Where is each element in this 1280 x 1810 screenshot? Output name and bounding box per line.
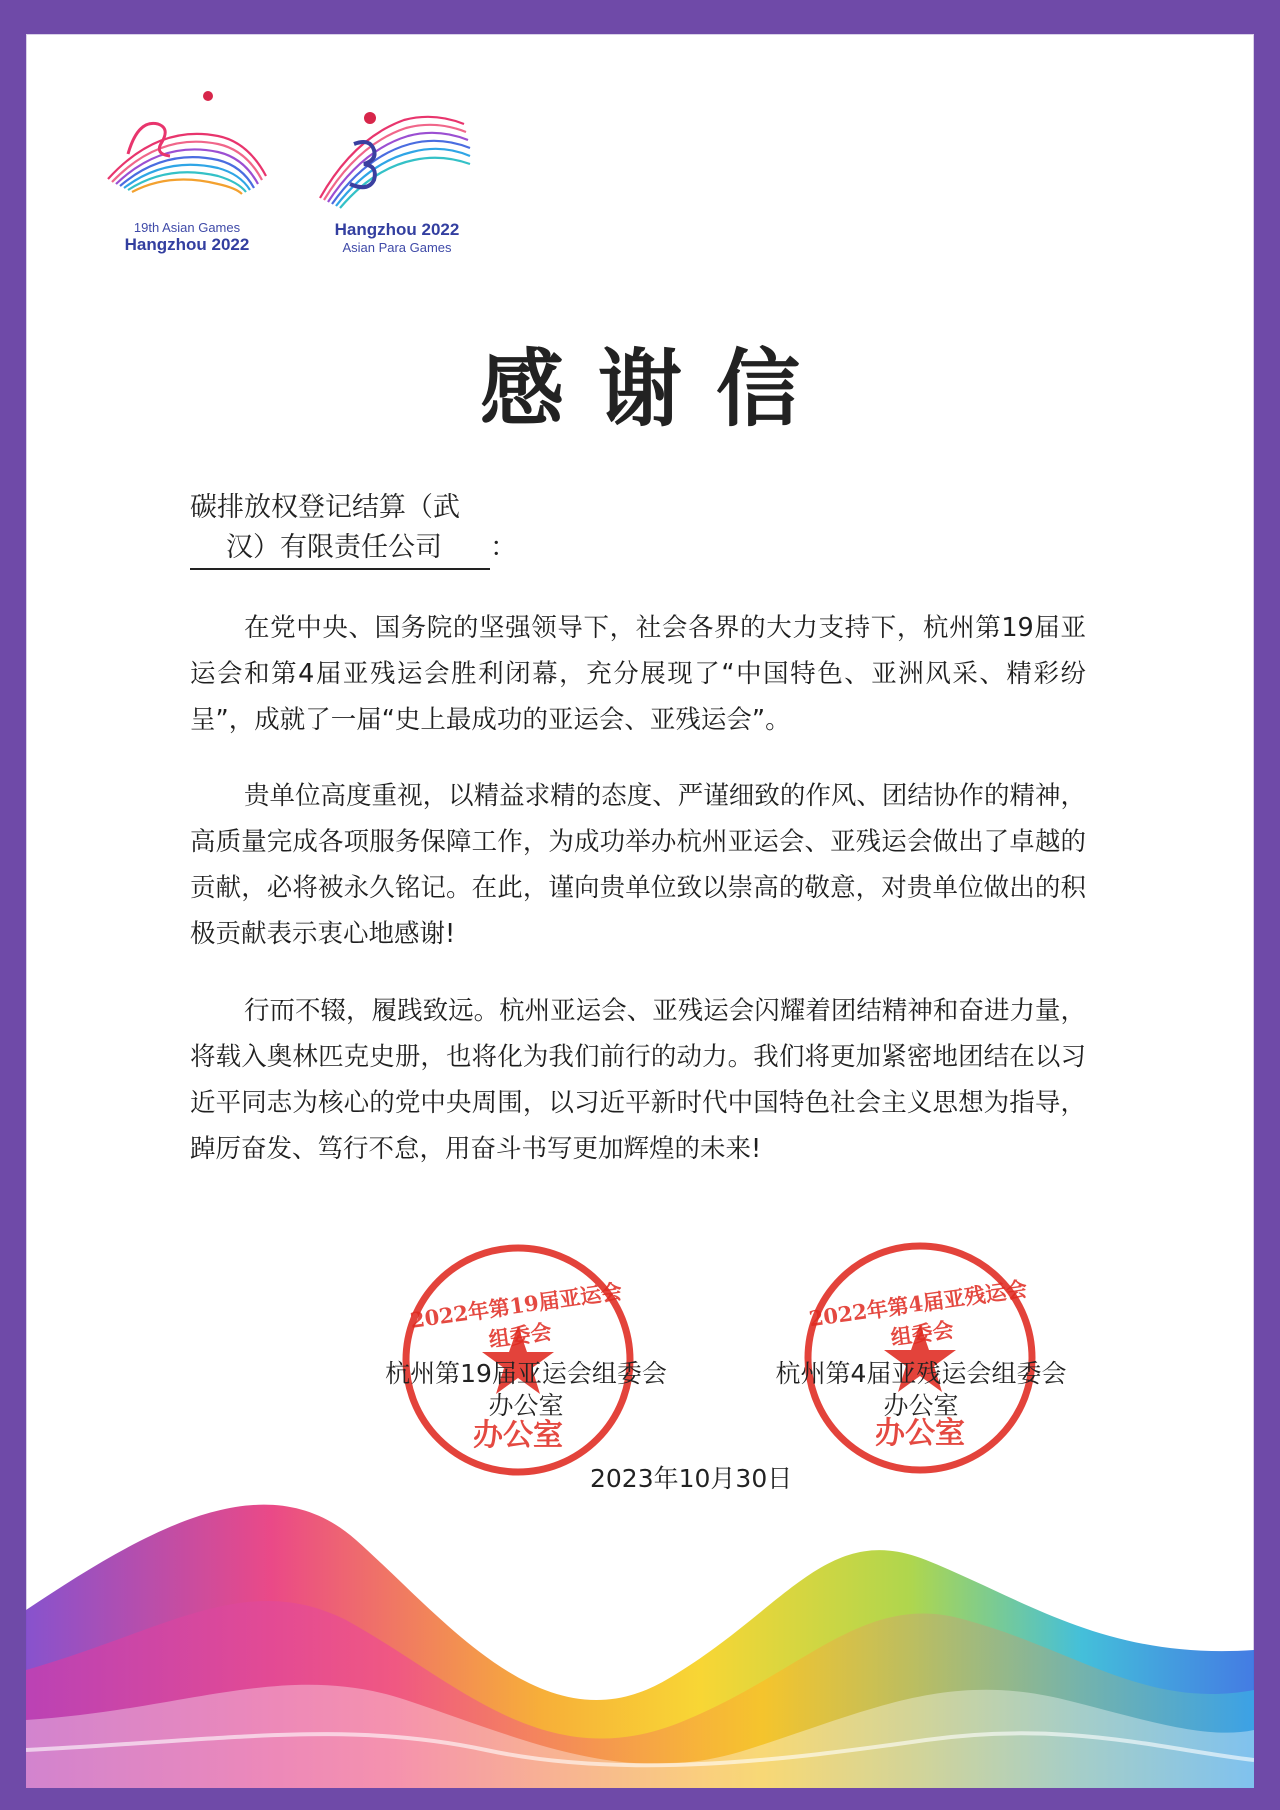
- right-seal-bottom-text: 办公室: [875, 1416, 965, 1451]
- right-seal-arc-text: 2022年第4届亚残运会组委会: [807, 1275, 1029, 1351]
- signature-right-line1: 杭州第4届亚残运会组委会: [775, 1359, 1067, 1388]
- asian-games-line1: 19th Asian Games: [133, 220, 241, 235]
- signature-right-line2: 办公室: [883, 1391, 959, 1420]
- para-games-line1: Hangzhou 2022: [334, 220, 460, 239]
- para-games-emblem-icon: [314, 108, 474, 218]
- recipient-colon: ：: [490, 532, 517, 563]
- recipient-line2: 汉）有限责任公司: [190, 528, 490, 570]
- signature-left-line2: 办公室: [488, 1391, 564, 1420]
- date: 2023年10月30日: [590, 1464, 793, 1493]
- left-seal-arc-text: 2022年第19届亚运会组委会: [408, 1278, 624, 1353]
- para-games-logo-text: [306, 220, 488, 255]
- recipient: [190, 488, 517, 570]
- asian-games-line2: Hangzhou 2022: [124, 235, 250, 254]
- recipient-line1: 碳排放权登记结算（武: [190, 492, 460, 523]
- paragraph-3: 行而不辍，履践致远。杭州亚运会、亚残运会闪耀着团结精神和奋进力量，将载入奥林匹克史册，也将化为我们前行的动力。我们将更加紧密地团结在以习近平同志为核心的党中央周围，以习近平新时代中国特色社会主义思想为指导，踔厉奋发、笃行不怠，用奋斗书写更加辉煌的未来!: [190, 996, 1086, 1164]
- left-seal-bottom-text: 办公室: [473, 1418, 563, 1453]
- asian-games-logo-text: [92, 220, 282, 255]
- paragraph-2: 贵单位高度重视，以精益求精的态度、严谨细致的作风、团结协作的精神，高质量完成各项服务保障工作，为成功举办杭州亚运会、亚残运会做出了卓越的贡献，必将被永久铭记。在此，谨向贵单位致以崇高的敬意，对贵单位做出的积极贡献表示衷心地感谢!: [190, 781, 1086, 949]
- signature-left-line1: 杭州第19届亚运会组委会: [385, 1359, 667, 1388]
- para-games-line2: Asian Para Games: [342, 240, 452, 255]
- page-title: 感谢信: [479, 339, 834, 438]
- asian-games-emblem-icon: [98, 84, 278, 214]
- paragraph-1: 在党中央、国务院的坚强领导下，社会各界的大力支持下，杭州第19届亚运会和第4届亚残运会胜利闭幕，充分展现了“中国特色、亚洲风采、精彩纷呈”，成就了一届“史上最成功的亚运会、亚残运会”。: [190, 613, 1086, 735]
